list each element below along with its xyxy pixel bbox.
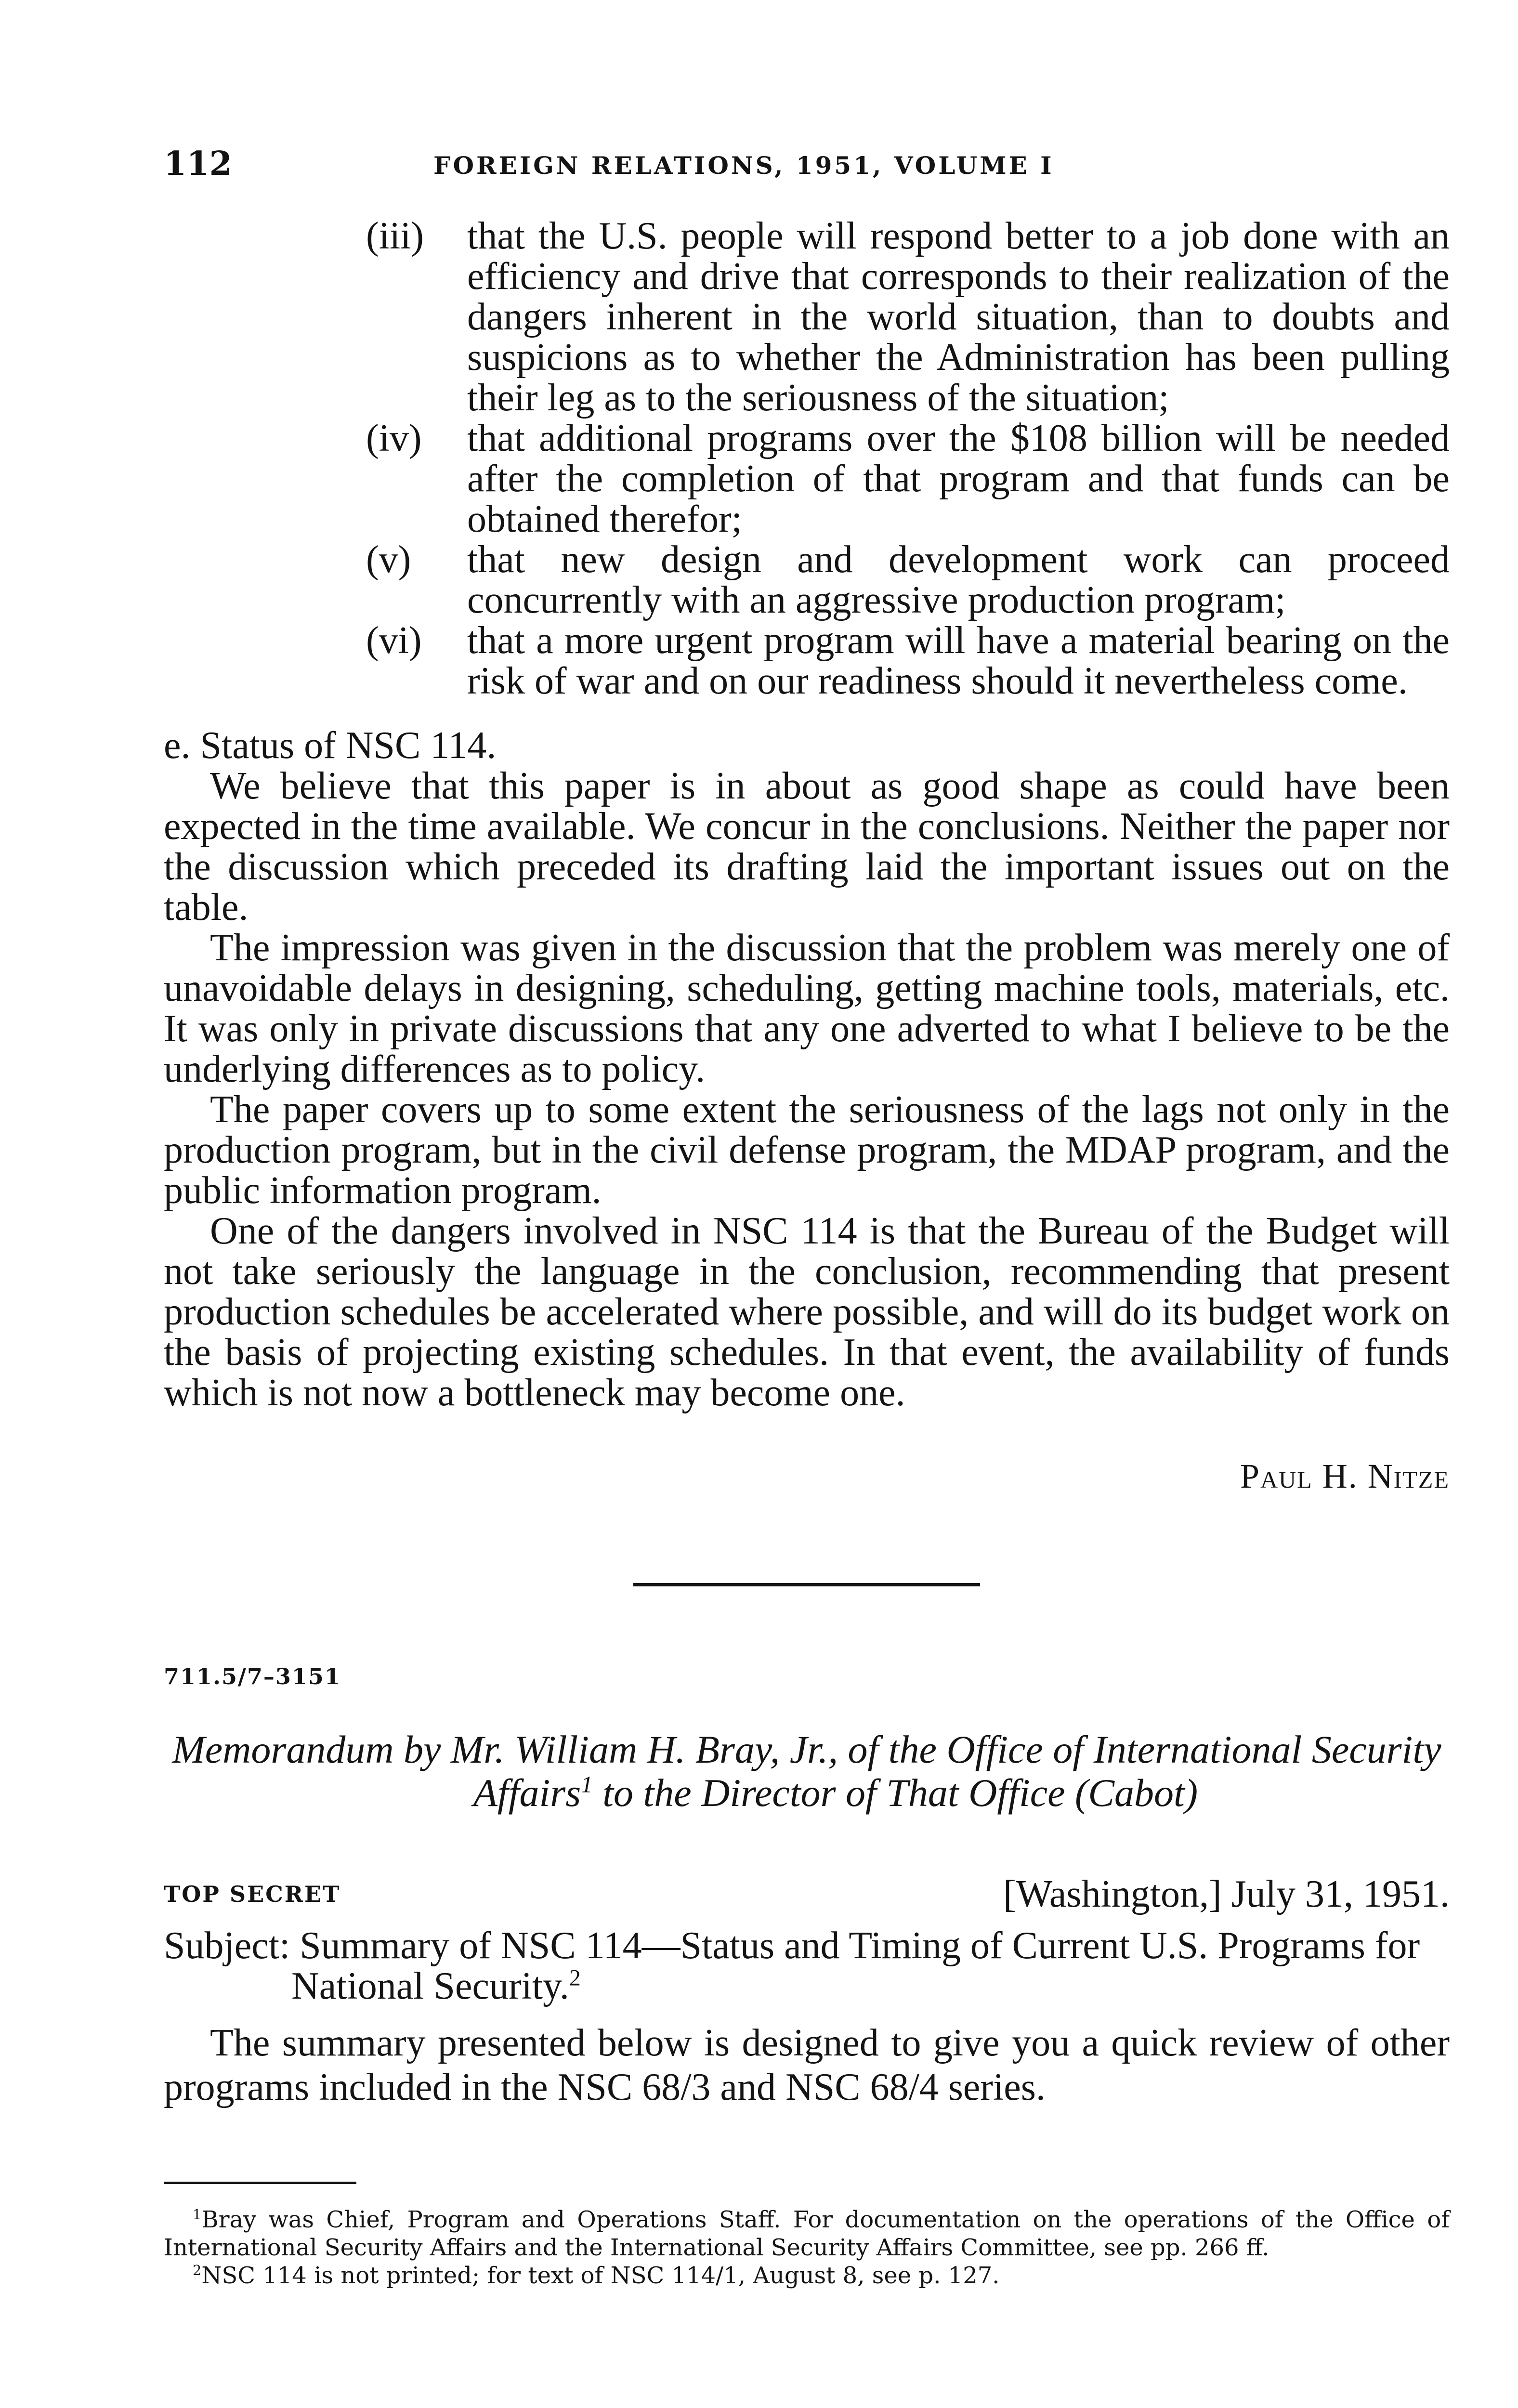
- list-item-text: that new design and development work can proceed concurrently with an aggressive production program;: [467, 538, 1450, 621]
- list-item: [164, 418, 1450, 539]
- list-item: [164, 620, 1450, 701]
- document-title-part1: Memorandum by Mr. William H. Bray, Jr., of the Office of International Security Affairs: [172, 1727, 1441, 1815]
- summary-paragraph: The summary presented below is designed to give you a quick review of other programs included in the NSC 68/3 and NSC 68/4 series.: [164, 2022, 1450, 2108]
- footnote: [164, 2262, 1450, 2290]
- classification-label: TOP SECRET: [164, 1881, 341, 1907]
- list-item-text: that a more urgent program will have a material bearing on the risk of war and on our readiness should it nevertheless come.: [467, 619, 1450, 702]
- list-item-number: (iii): [366, 215, 424, 257]
- footnotes: [164, 2206, 1450, 2290]
- list-item-number: (iv): [366, 417, 422, 459]
- footnote-text: NSC 114 is not printed; for text of NSC 114/1, August 8, see p. 127.: [201, 2262, 1000, 2289]
- running-head-title: FOREIGN RELATIONS, 1951, VOLUME I: [433, 151, 1054, 180]
- numbered-list: [164, 216, 1450, 701]
- footnote: [164, 2206, 1450, 2262]
- list-item-number: (vi): [366, 619, 422, 662]
- footnote-divider: [164, 2182, 356, 2184]
- body-paragraph: The paper covers up to some extent the seriousness of the lags not only in the production program, but in the civil defense program, the MDAP program, and the public information program.: [164, 1088, 1450, 1212]
- list-item-text: that additional programs over the $108 billion will be needed after the completion of that program and that funds can be obtained therefor;: [467, 417, 1450, 540]
- footnote-text: Bray was Chief, Program and Operations Staff. For documentation on the operations of the Office of International Security Affairs and the International Security Affairs Committee, see pp. 266 ff.: [164, 2206, 1450, 2261]
- subject-line: [164, 1925, 1450, 2006]
- document-title-part2: to the Director of That Office (Cabot): [592, 1771, 1198, 1815]
- list-item-number: (v): [366, 538, 411, 581]
- classification-row: [164, 1872, 1450, 1921]
- body-paragraph: We believe that this paper is in about as good shape as could have been expected in the time available. We concur in the conclusions. Neither the paper nor the discussion which preceded its drafting laid the important issues out on the table.: [164, 765, 1450, 929]
- body-paragraph: The impression was given in the discussion that the problem was merely one of unavoidable delays in designing, scheduling, getting machine tools, materials, etc. It was only in private discussions that any one adverted to what I believe to be the underlying differences as to policy.: [164, 927, 1450, 1090]
- footnote-marker: 1: [193, 2206, 202, 2223]
- footnote-marker: 2: [193, 2262, 202, 2278]
- list-item: [164, 216, 1450, 418]
- document-title: [164, 1728, 1450, 1815]
- file-number: 711.5/7–3151: [164, 1663, 341, 1689]
- section-divider: [633, 1583, 980, 1586]
- page-number: 112: [164, 144, 232, 183]
- footnote-marker: 2: [569, 1965, 581, 1991]
- body-paragraph: One of the dangers involved in NSC 114 is that the Bureau of the Budget will not take seriously the language in the conclusion, recommending that present production schedules be accelerated where possible, and will do its budget work on the basis of projecting existing schedules. In that event, the availability of funds which is not now a bottleneck may become one.: [164, 1210, 1450, 1414]
- subject-text: Subject: Summary of NSC 114—Status and Timing of Current U.S. Programs for National Security.: [164, 1924, 1420, 2007]
- list-item-text: that the U.S. people will respond better to a job done with an efficiency and drive that corresponds to their realization of the dangers inherent in the world situation, than to doubts and suspicions as to whether the Administration has been pulling their leg as to the seriousness of the situation;: [467, 215, 1450, 419]
- dateline: [Washington,] July 31, 1951.: [1003, 1873, 1450, 1915]
- section-heading: e. Status of NSC 114.: [164, 724, 497, 767]
- document-page: [164, 144, 1450, 2290]
- signature: Paul H. Nitze: [1240, 1457, 1450, 1495]
- footnote-marker: 1: [581, 1771, 593, 1798]
- list-item: [164, 539, 1450, 620]
- running-head: [164, 144, 1450, 197]
